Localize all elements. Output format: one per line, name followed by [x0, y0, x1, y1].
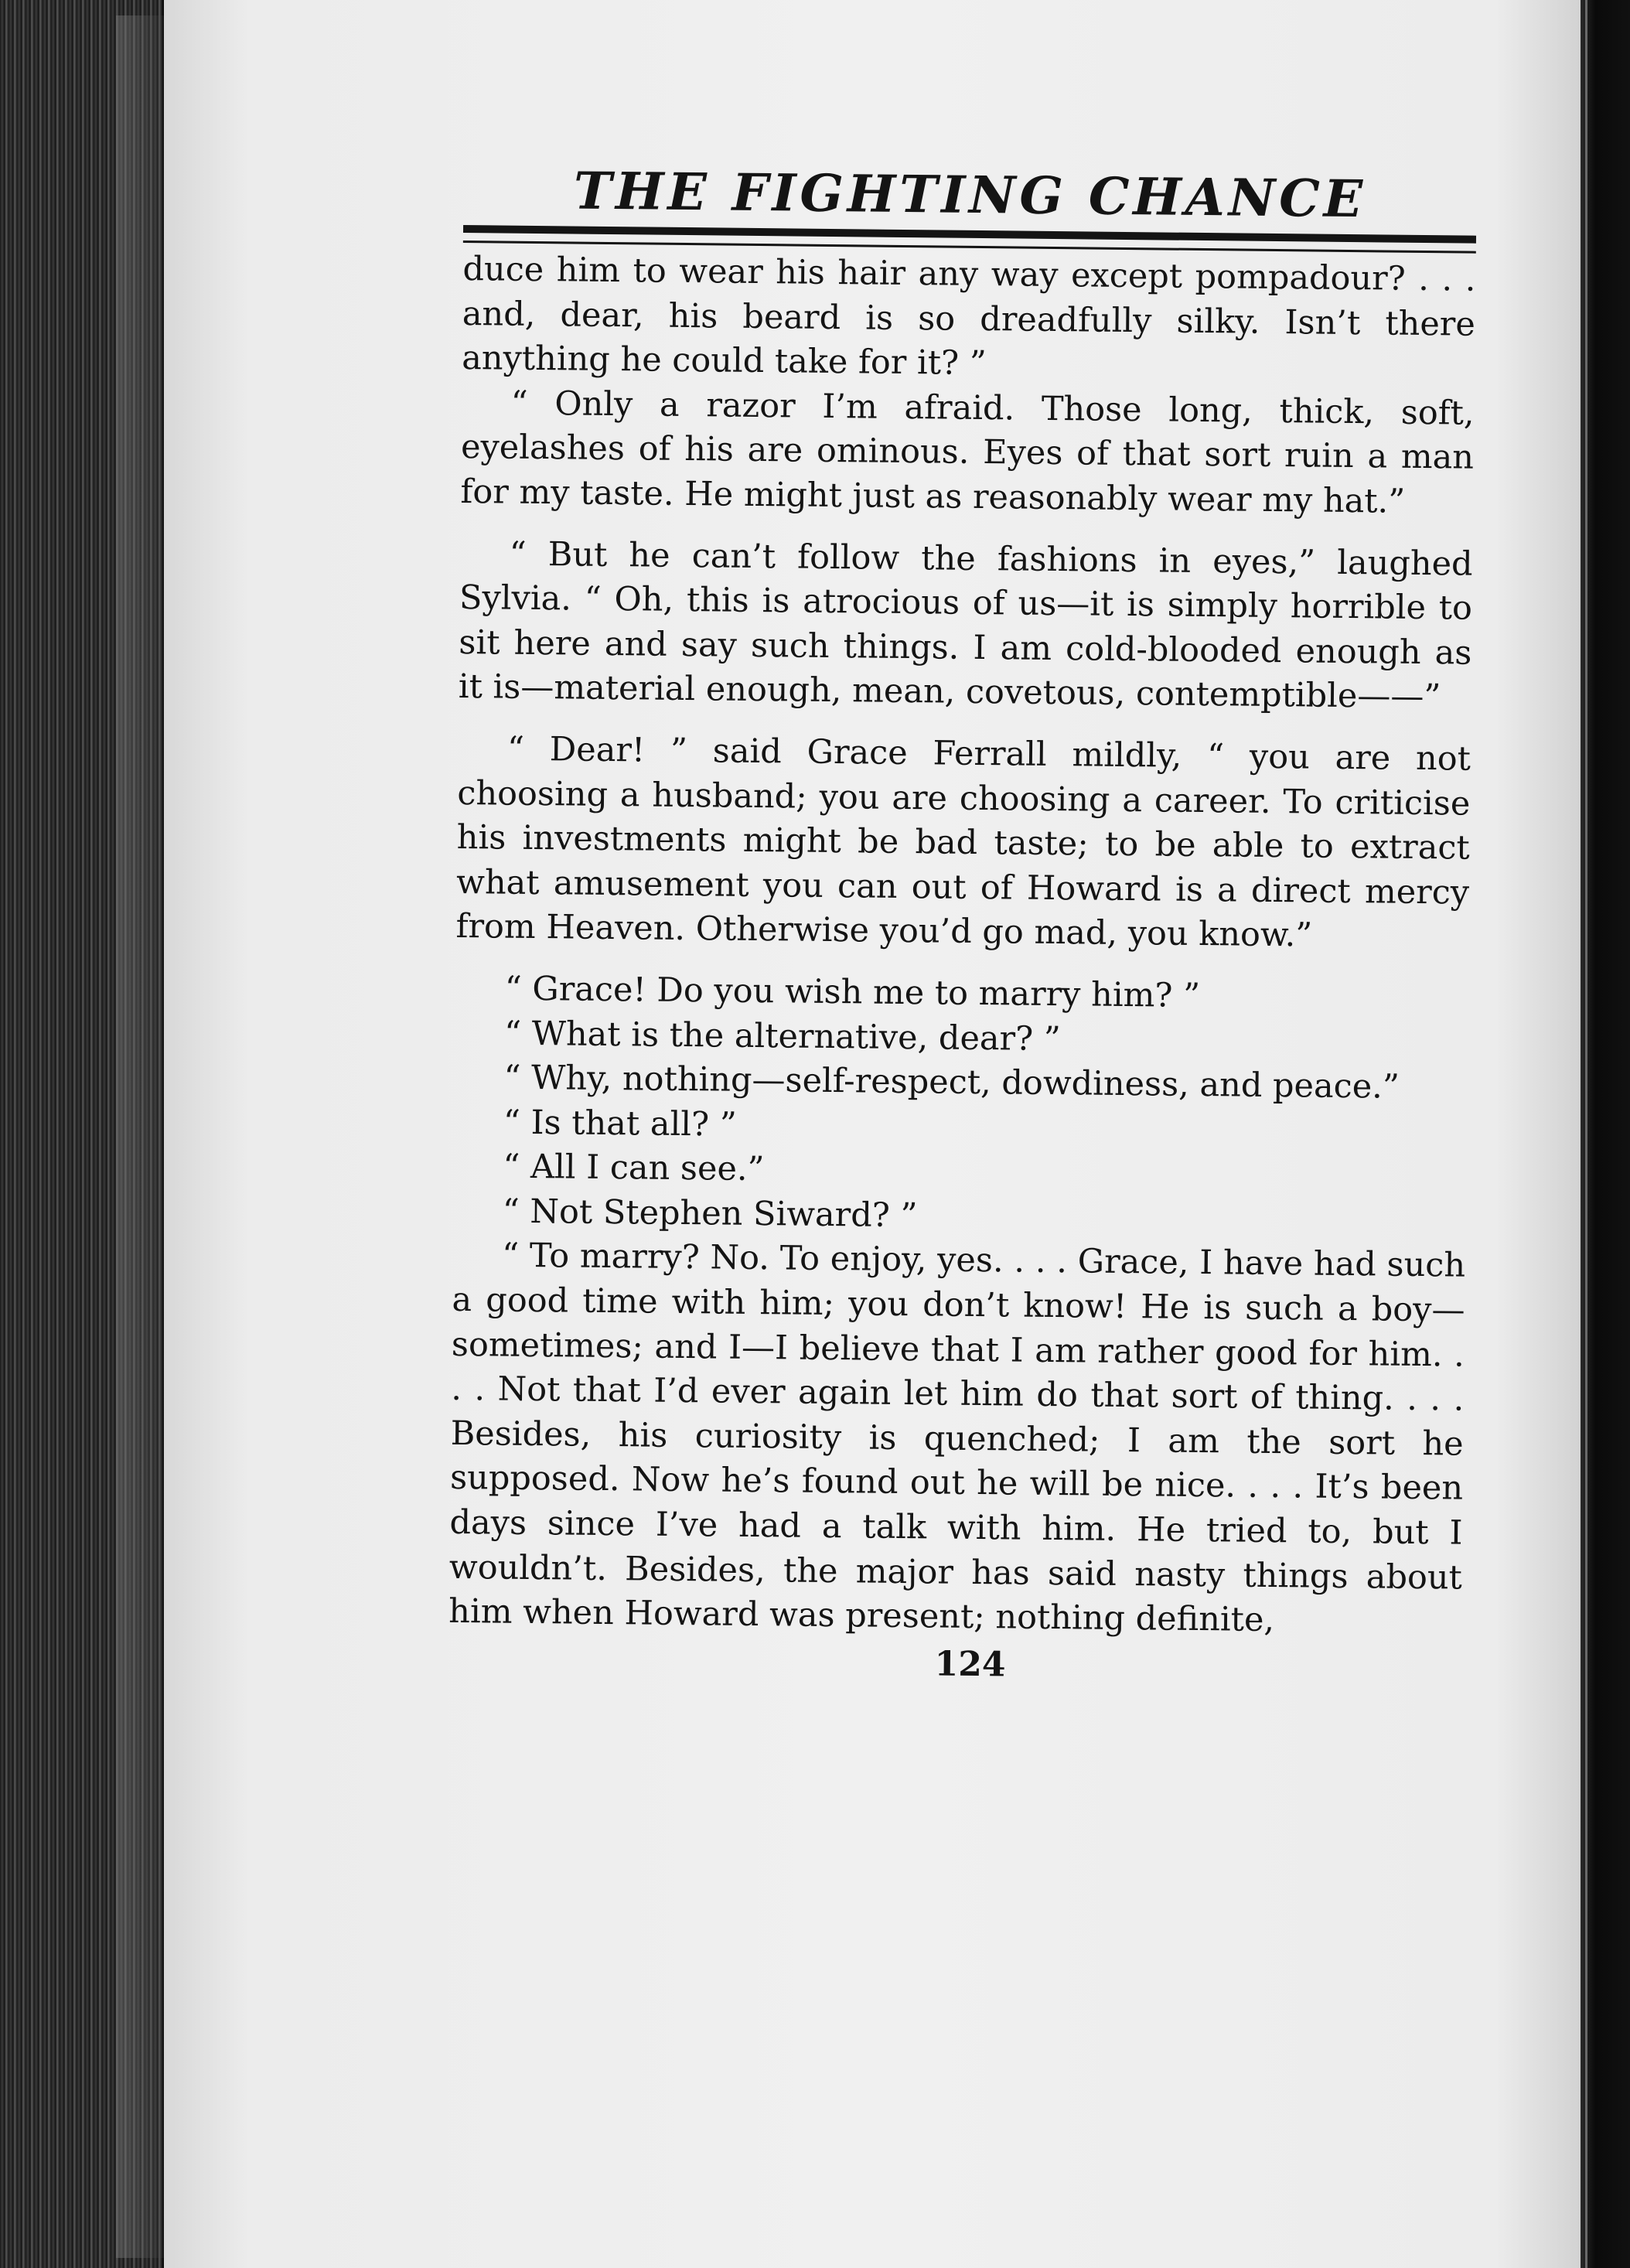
right-page-edge: [1581, 0, 1630, 2268]
paragraph-3: “ But he can’t follow the fashions in eyes,” laughed Sylvia. “ Oh, this is atrocious of us—it is simply horrible to sit here and say such things. I am cold-blooded enough as it is—material enough, mean, covetous, contemptible——”: [458, 534, 1473, 717]
paragraph-7: “ Why, nothing—self-respect, dowdiness, and peace.”: [503, 1058, 1400, 1107]
paragraph-11: “ To marry? No. To enjoy, yes. . . . Grace, I have had such a good time with him; you don’t know! He is such a boy—sometimes; and I—I believe that I am rather good for him. . . . Not that I’d ever again let him do that sort of thing. . . . Besides, his curiosity is quenched; I am the sort he supposed. Now he’s found out he will be nice. . . . It’s been days since I’ve had a talk with him. He tried to, but I wouldn’t. Besides, the major has said nasty things about him when Howard was present; nothing definite,: [448, 1236, 1466, 1640]
gutter-shadow: [116, 15, 170, 2258]
paragraph-9: “ All I can see.”: [503, 1147, 765, 1189]
paragraph-2: “ Only a razor I’m afraid. Those long, thick, soft, eyelashes of his are ominous. Eyes of that sort ruin a man for my taste. He might just as reasonably wear my hat.”: [460, 384, 1475, 521]
paragraph-6: “ What is the alternative, dear? ”: [503, 1014, 1062, 1059]
running-head: THE FIGHTING CHANCE: [573, 160, 1367, 230]
paragraph-8: “ Is that all? ”: [503, 1103, 737, 1144]
right-edge-line: [1585, 0, 1587, 2268]
page-number: 124: [934, 1644, 1006, 1685]
paragraph-4: “ Dear! ” said Grace Ferrall mildly, “ you are not choosing a husband; you are choosing a career. To criticise his investments might be bad taste; to be able to extract what amusement you can out of Howard is a direct mercy from Heaven. Otherwise you’d go mad, you know.”: [455, 729, 1471, 955]
page-text-block: [448, 159, 1477, 1689]
paragraph-1: duce him to wear his hair any way except pompadour? . . . and, dear, his beard is so dreadfully silky. Isn’t there anything he could take for it? ”: [462, 249, 1476, 384]
paragraph-5: “ Grace! Do you wish me to marry him? ”: [504, 969, 1201, 1015]
paragraph-10: “ Not Stephen Siward? ”: [502, 1192, 918, 1236]
